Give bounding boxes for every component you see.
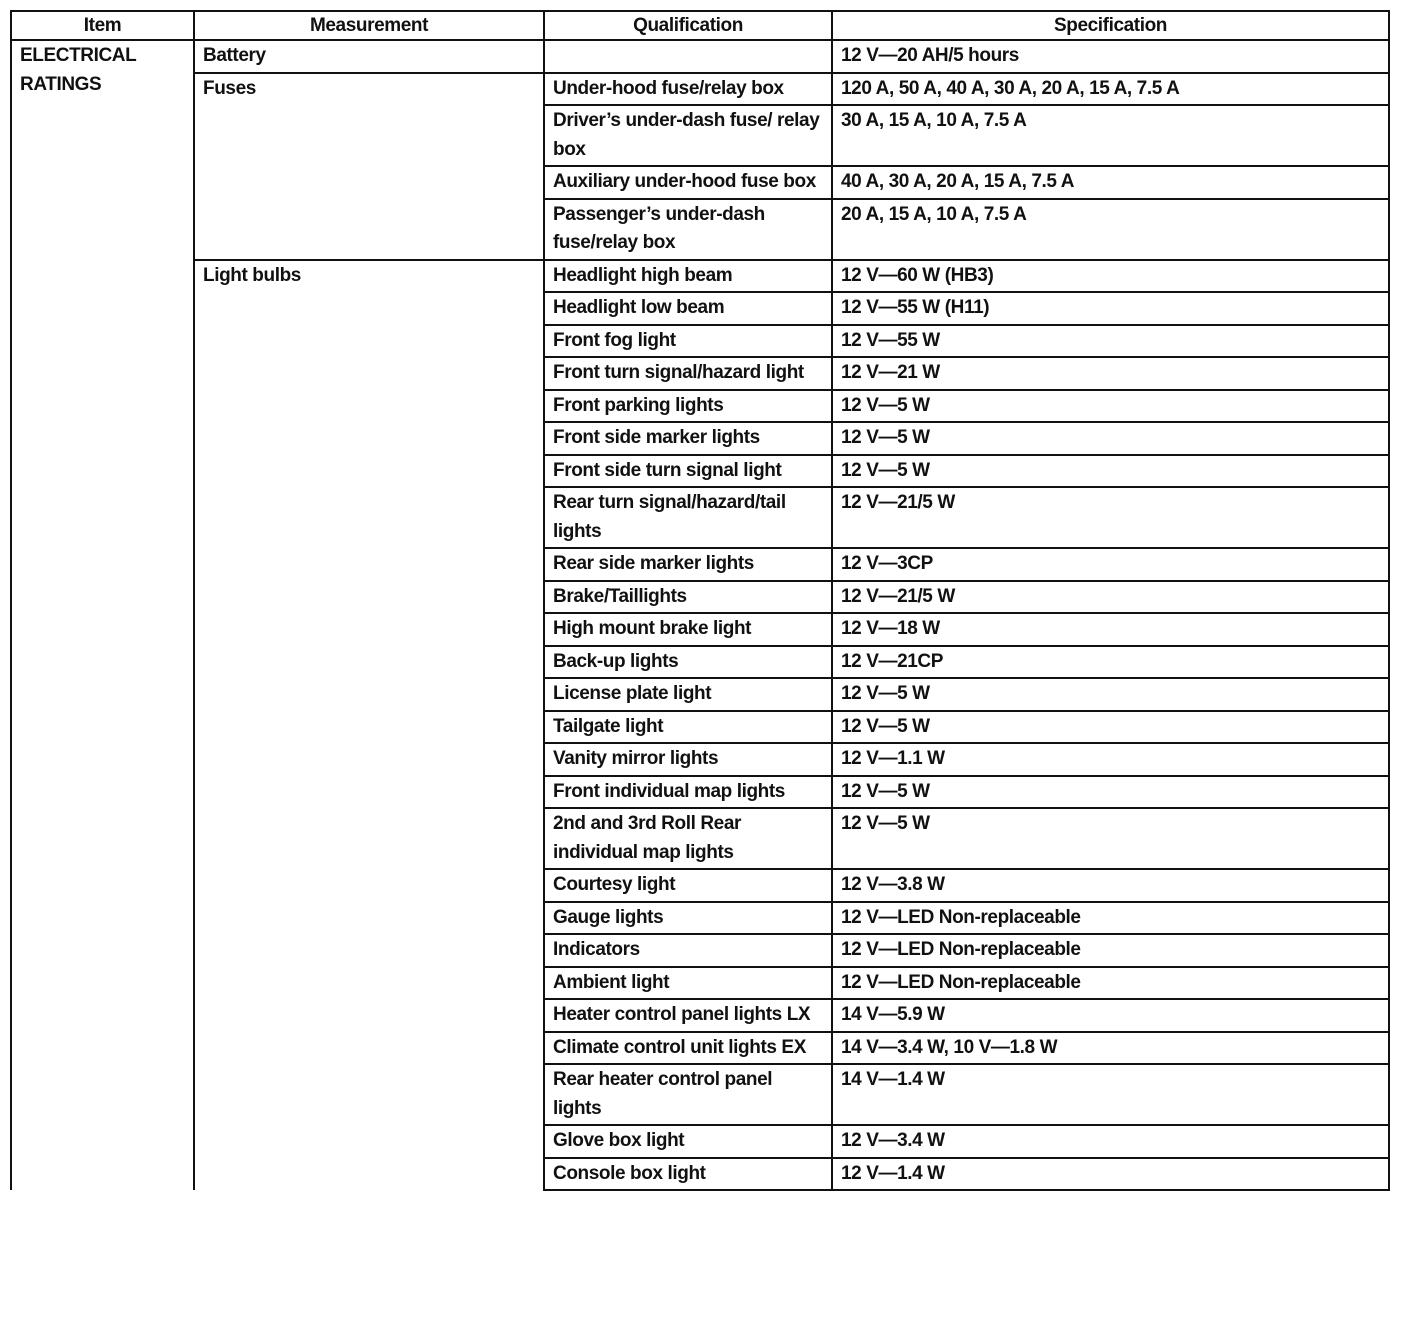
specification-cell: 12 V—1.4 W	[832, 1158, 1389, 1191]
table-header	[11, 11, 1389, 40]
qualification-cell: Rear heater control panel lights	[544, 1064, 832, 1125]
specification-cell: 12 V—21 W	[832, 357, 1389, 390]
specification-cell: 12 V—60 W (HB3)	[832, 260, 1389, 293]
specification-cell: 12 V—5 W	[832, 390, 1389, 423]
specification-cell: 12 V—5 W	[832, 808, 1389, 869]
qualification-cell: Passenger’s under-dash fuse/relay box	[544, 199, 832, 260]
specification-cell: 12 V—3.8 W	[832, 869, 1389, 902]
qualification-cell: Glove box light	[544, 1125, 832, 1158]
specification-cell: 12 V—3CP	[832, 548, 1389, 581]
measurement-cell: Light bulbs	[194, 260, 544, 1191]
qualification-cell: Under-hood fuse/relay box	[544, 73, 832, 106]
specification-cell: 12 V—18 W	[832, 613, 1389, 646]
specification-cell: 12 V—21CP	[832, 646, 1389, 679]
specification-cell: 30 A, 15 A, 10 A, 7.5 A	[832, 105, 1389, 166]
qualification-cell: Headlight high beam	[544, 260, 832, 293]
qualification-cell: Rear turn signal/hazard/tail lights	[544, 487, 832, 548]
table-row	[11, 73, 1389, 106]
specification-cell: 12 V—5 W	[832, 711, 1389, 744]
specification-cell: 12 V—55 W	[832, 325, 1389, 358]
measurement-cell: Battery	[194, 40, 544, 73]
qualification-cell: Climate control unit lights EX	[544, 1032, 832, 1065]
specification-cell: 12 V—5 W	[832, 776, 1389, 809]
specification-cell: 12 V—21/5 W	[832, 581, 1389, 614]
qualification-cell: Front parking lights	[544, 390, 832, 423]
measurement-cell: Fuses	[194, 73, 544, 260]
specification-cell: 14 V—5.9 W	[832, 999, 1389, 1032]
specification-cell: 12 V—5 W	[832, 678, 1389, 711]
specification-cell: 40 A, 30 A, 20 A, 15 A, 7.5 A	[832, 166, 1389, 199]
qualification-cell: Courtesy light	[544, 869, 832, 902]
specification-cell: 12 V—3.4 W	[832, 1125, 1389, 1158]
qualification-cell: 2nd and 3rd Roll Rear individual map lights	[544, 808, 832, 869]
qualification-cell: Back-up lights	[544, 646, 832, 679]
electrical-ratings-table	[10, 10, 1390, 1191]
qualification-cell: Indicators	[544, 934, 832, 967]
header-specification: Specification	[832, 11, 1389, 40]
qualification-cell: Auxiliary under-hood fuse box	[544, 166, 832, 199]
specification-cell: 12 V—LED Non-replaceable	[832, 902, 1389, 935]
header-qualification: Qualification	[544, 11, 832, 40]
specification-cell: 14 V—3.4 W, 10 V—1.8 W	[832, 1032, 1389, 1065]
specification-cell: 20 A, 15 A, 10 A, 7.5 A	[832, 199, 1389, 260]
qualification-cell	[544, 40, 832, 73]
qualification-cell: License plate light	[544, 678, 832, 711]
qualification-cell: Rear side marker lights	[544, 548, 832, 581]
qualification-cell: Brake/Taillights	[544, 581, 832, 614]
qualification-cell: Front turn signal/hazard light	[544, 357, 832, 390]
qualification-cell: Front side marker lights	[544, 422, 832, 455]
specification-cell: 12 V—LED Non-replaceable	[832, 934, 1389, 967]
qualification-cell: High mount brake light	[544, 613, 832, 646]
header-measurement: Measurement	[194, 11, 544, 40]
qualification-cell: Vanity mirror lights	[544, 743, 832, 776]
specification-cell: 14 V—1.4 W	[832, 1064, 1389, 1125]
item-cell: ELECTRICAL RATINGS	[11, 40, 194, 1190]
table-body	[11, 40, 1389, 1190]
header-item: Item	[11, 11, 194, 40]
qualification-cell: Gauge lights	[544, 902, 832, 935]
specification-cell: 12 V—1.1 W	[832, 743, 1389, 776]
specification-cell: 120 A, 50 A, 40 A, 30 A, 20 A, 15 A, 7.5 A	[832, 73, 1389, 106]
specification-cell: 12 V—21/5 W	[832, 487, 1389, 548]
qualification-cell: Console box light	[544, 1158, 832, 1191]
qualification-cell: Front fog light	[544, 325, 832, 358]
qualification-cell: Driver’s under-dash fuse/ relay box	[544, 105, 832, 166]
qualification-cell: Tailgate light	[544, 711, 832, 744]
qualification-cell: Ambient light	[544, 967, 832, 1000]
qualification-cell: Front side turn signal light	[544, 455, 832, 488]
qualification-cell: Heater control panel lights LX	[544, 999, 832, 1032]
specification-cell: 12 V—5 W	[832, 455, 1389, 488]
qualification-cell: Headlight low beam	[544, 292, 832, 325]
specification-cell: 12 V—55 W (H11)	[832, 292, 1389, 325]
header-row	[11, 11, 1389, 40]
table-row	[11, 260, 1389, 293]
qualification-cell: Front individual map lights	[544, 776, 832, 809]
specification-cell: 12 V—LED Non-replaceable	[832, 967, 1389, 1000]
table-row	[11, 40, 1389, 73]
specification-cell: 12 V—5 W	[832, 422, 1389, 455]
specification-cell: 12 V—20 AH/5 hours	[832, 40, 1389, 73]
